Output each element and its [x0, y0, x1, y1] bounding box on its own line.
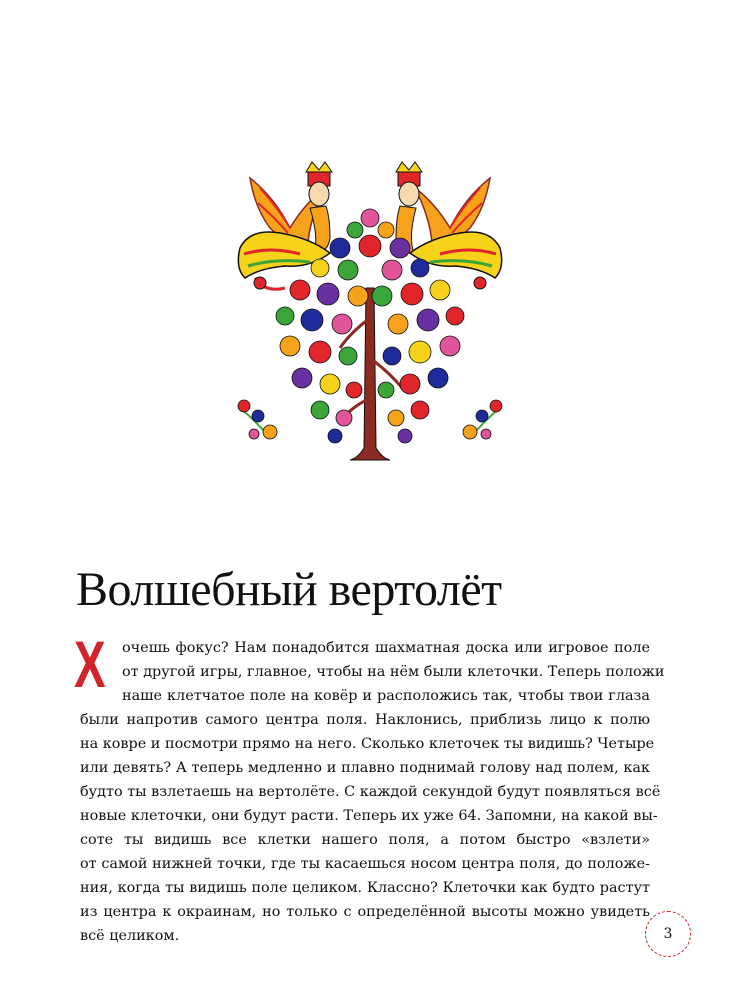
- text-line: ния, когда ты видишь поле целиком. Классно? Клеточки как будто растут: [80, 880, 650, 896]
- text-line: очешь фокус? Нам понадобится шахматная доска или игровое поле: [122, 640, 650, 656]
- page-title: Волшебный вертолёт: [76, 563, 502, 616]
- text-line: на ковре и посмотри прямо на него. Сколько клеточек ты видишь? Четыре: [80, 736, 655, 752]
- text-line: от самой нижней точки, где ты касаешься носом центра поля, до положе-: [80, 856, 650, 872]
- text-line: будто ты взлетаешь на вертолёте. С каждой секундой будут появляться всё: [80, 784, 661, 800]
- text-line: из центра к окраинам, но только с определённой высоты можно увидеть: [80, 904, 650, 920]
- folk-tree-illustration: [230, 158, 510, 468]
- text-line: наше клетчатое поле на ковёр и расположись так, чтобы твои глаза: [122, 688, 650, 704]
- body-paragraph: [80, 636, 665, 948]
- text-line: всё целиком.: [80, 928, 180, 944]
- page-number-label: 3: [663, 926, 673, 942]
- drop-cap: Х: [74, 627, 106, 701]
- text-line: новые клеточки, они будут расти. Теперь их уже 64. Запомни, на какой вы-: [80, 808, 658, 824]
- page-number: [645, 911, 691, 957]
- text-line: от другой игры, главное, чтобы на нём были клеточки. Теперь положи: [122, 664, 665, 680]
- text-line: были напротив самого центра поля. Наклонись, приблизь лицо к полю: [80, 712, 650, 728]
- tree-of-life-icon: [230, 158, 510, 468]
- text-line: соте ты видишь все клетки нашего поля, а потом быстро «взлети»: [80, 832, 650, 848]
- text-line: или девять? А теперь медленно и плавно поднимай голову над полем, как: [80, 760, 650, 776]
